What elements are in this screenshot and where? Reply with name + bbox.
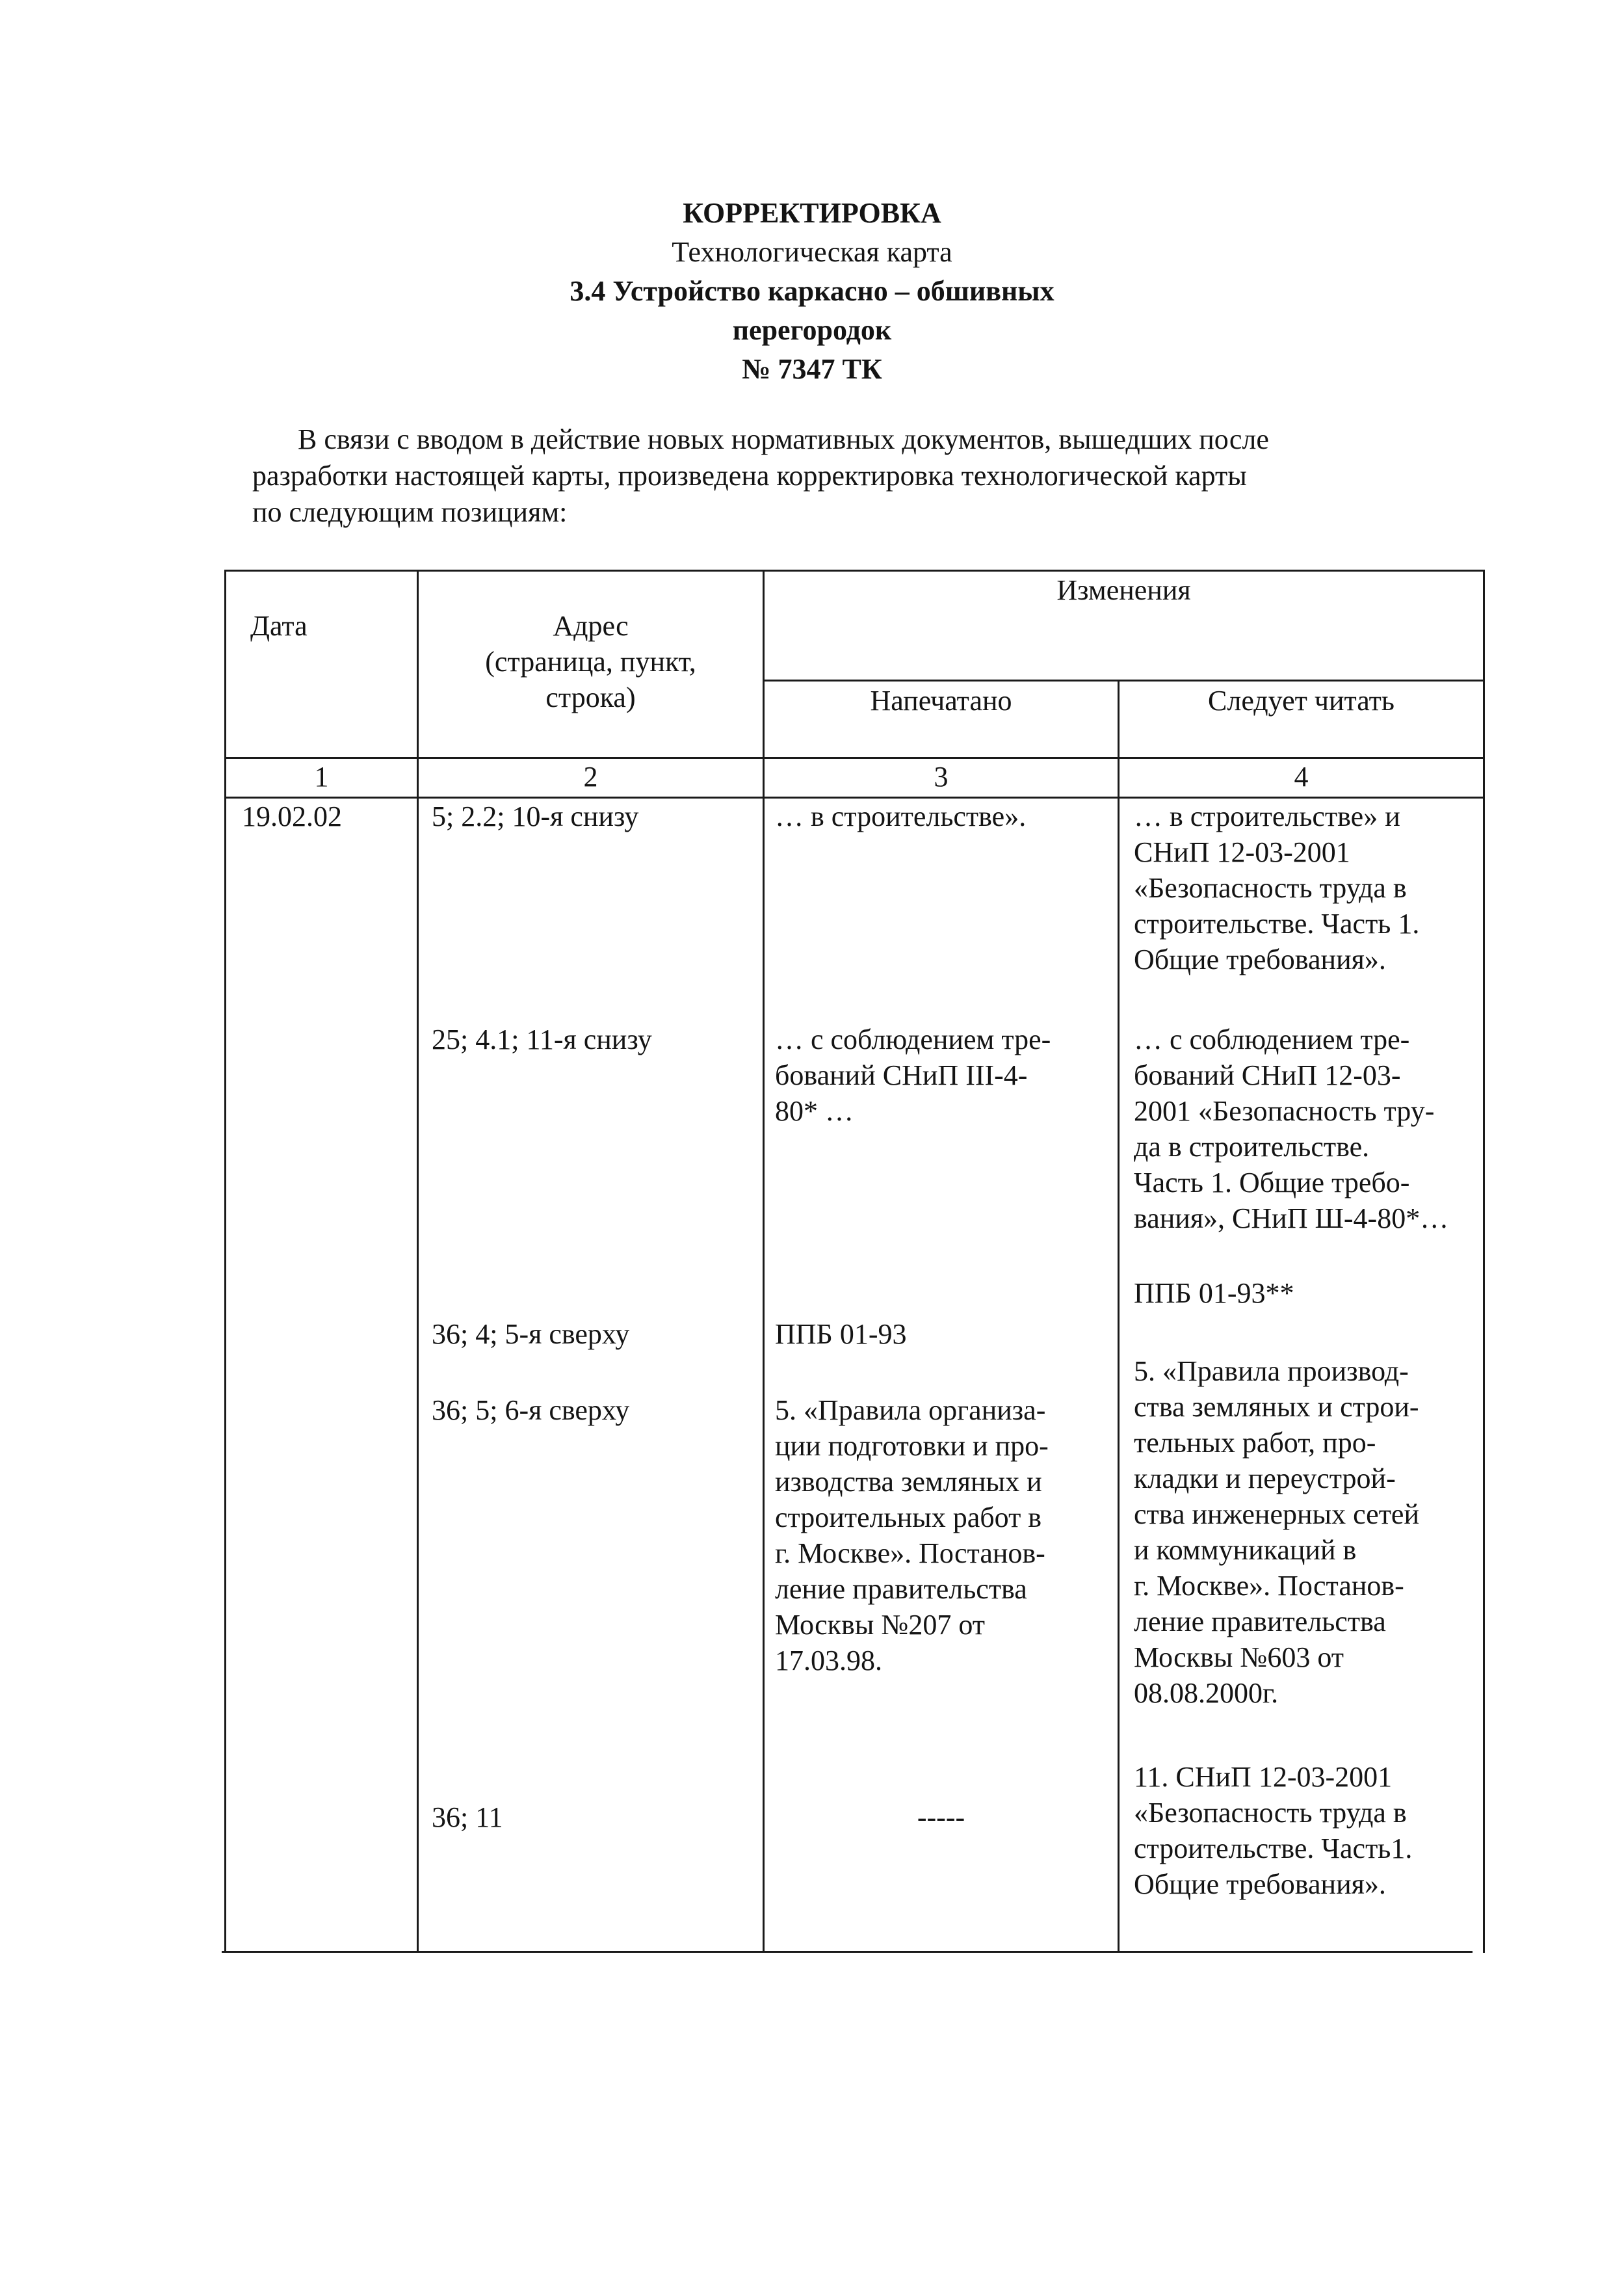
should-read-line: ства инженерных сетей (1134, 1498, 1420, 1530)
address-cell: 36; 5; 6-я сверху (432, 1394, 630, 1426)
printed-line: г. Москве». Постанов- (775, 1537, 1045, 1569)
should-read-line: бований СНиП 12-03- (1134, 1059, 1401, 1091)
document-subtitle: Технологическая карта (672, 236, 952, 268)
header-divider (763, 680, 1484, 681)
address-cell: 36; 4; 5-я сверху (432, 1318, 630, 1350)
header-should-read: Следует читать (1208, 685, 1395, 717)
printed-cell: ----- (917, 1801, 965, 1833)
header-address: (страница, пункт, (485, 646, 696, 678)
header-changes: Изменения (1056, 574, 1191, 606)
intro-line: разработки настоящей карты, произведена корректировка технологической карты (252, 460, 1247, 492)
address-cell: 25; 4.1; 11-я снизу (432, 1024, 652, 1055)
should-read-line: Часть 1. Общие требо- (1134, 1167, 1410, 1198)
should-read-line: Москвы №603 от (1134, 1641, 1344, 1673)
should-read-line: … в строительстве» и (1134, 800, 1400, 832)
should-read-line: 5. «Правила производ- (1134, 1355, 1409, 1387)
printed-line: изводства земляных и (775, 1466, 1042, 1498)
should-read-line: тельных работ, про- (1134, 1427, 1376, 1459)
should-read-line: Общие требования». (1134, 944, 1386, 975)
should-read-line: да в строительстве. (1134, 1131, 1370, 1163)
should-read-line: кладки и переустрой- (1134, 1462, 1396, 1494)
card-name-line-1: 3.4 Устройство каркасно – обшивных (570, 275, 1054, 307)
intro-line: В связи с вводом в действие новых нормативных документов, вышедших после (298, 423, 1269, 455)
printed-line: Москвы №207 от (775, 1609, 985, 1641)
card-number: № 7347 ТК (742, 353, 882, 385)
header-address: строка) (545, 681, 636, 713)
should-read-cell: ППБ 01-93** (1134, 1277, 1294, 1309)
header-date: Дата (250, 610, 308, 642)
table-border-top (224, 570, 1484, 572)
should-read-line: ление правительства (1134, 1606, 1386, 1637)
card-name-line-2: перегородок (732, 314, 892, 346)
should-read-line: вания», СНиП Ш-4-80*… (1134, 1202, 1449, 1234)
table-border-bottom (222, 1951, 1473, 1953)
printed-cell: … в строительстве». (775, 800, 1027, 832)
column-divider (1118, 680, 1120, 1953)
should-read-line: 2001 «Безопасность тру- (1134, 1095, 1435, 1127)
should-read-line: ства земляных и строи- (1134, 1391, 1419, 1423)
column-number: 3 (934, 761, 949, 793)
should-read-line: 11. СНиП 12-03-2001 (1134, 1761, 1393, 1793)
should-read-line: … с соблюдением тре- (1134, 1024, 1410, 1055)
column-number: 4 (1294, 761, 1309, 793)
should-read-line: строительстве. Часть1. (1134, 1833, 1413, 1864)
should-read-line: 08.08.2000г. (1134, 1677, 1279, 1709)
column-number: 2 (583, 761, 598, 793)
should-read-line: г. Москве». Постанов- (1134, 1570, 1404, 1602)
printed-line: … с соблюдением тре- (775, 1024, 1051, 1055)
printed-line: ции подготовки и про- (775, 1430, 1049, 1462)
printed-line: строительных работ в (775, 1502, 1042, 1533)
should-read-line: СНиП 12-03-2001 (1134, 836, 1350, 868)
should-read-line: и коммуникаций в (1134, 1534, 1357, 1566)
header-address: Адрес (553, 610, 629, 642)
column-number: 1 (314, 761, 329, 793)
should-read-line: «Безопасность труда в (1134, 872, 1407, 904)
printed-line: 17.03.98. (775, 1645, 882, 1676)
address-cell: 5; 2.2; 10-я снизу (432, 800, 639, 832)
printed-cell: ППБ 01-93 (775, 1318, 907, 1350)
document-title: КОРРЕКТИРОВКА (683, 197, 941, 229)
address-cell: 36; 11 (432, 1801, 503, 1833)
printed-line: бований СНиП III-4- (775, 1059, 1028, 1091)
printed-line: 80* … (775, 1095, 854, 1127)
should-read-line: Общие требования». (1134, 1868, 1386, 1900)
header-printed: Напечатано (870, 685, 1012, 717)
should-read-line: строительстве. Часть 1. (1134, 908, 1420, 940)
printed-line: 5. «Правила организа- (775, 1394, 1046, 1426)
date-cell: 19.02.02 (242, 800, 342, 832)
should-read-line: «Безопасность труда в (1134, 1797, 1407, 1829)
intro-line: по следующим позициям: (252, 496, 568, 528)
printed-line: ление правительства (775, 1573, 1027, 1605)
table-border-right (1483, 570, 1485, 1953)
